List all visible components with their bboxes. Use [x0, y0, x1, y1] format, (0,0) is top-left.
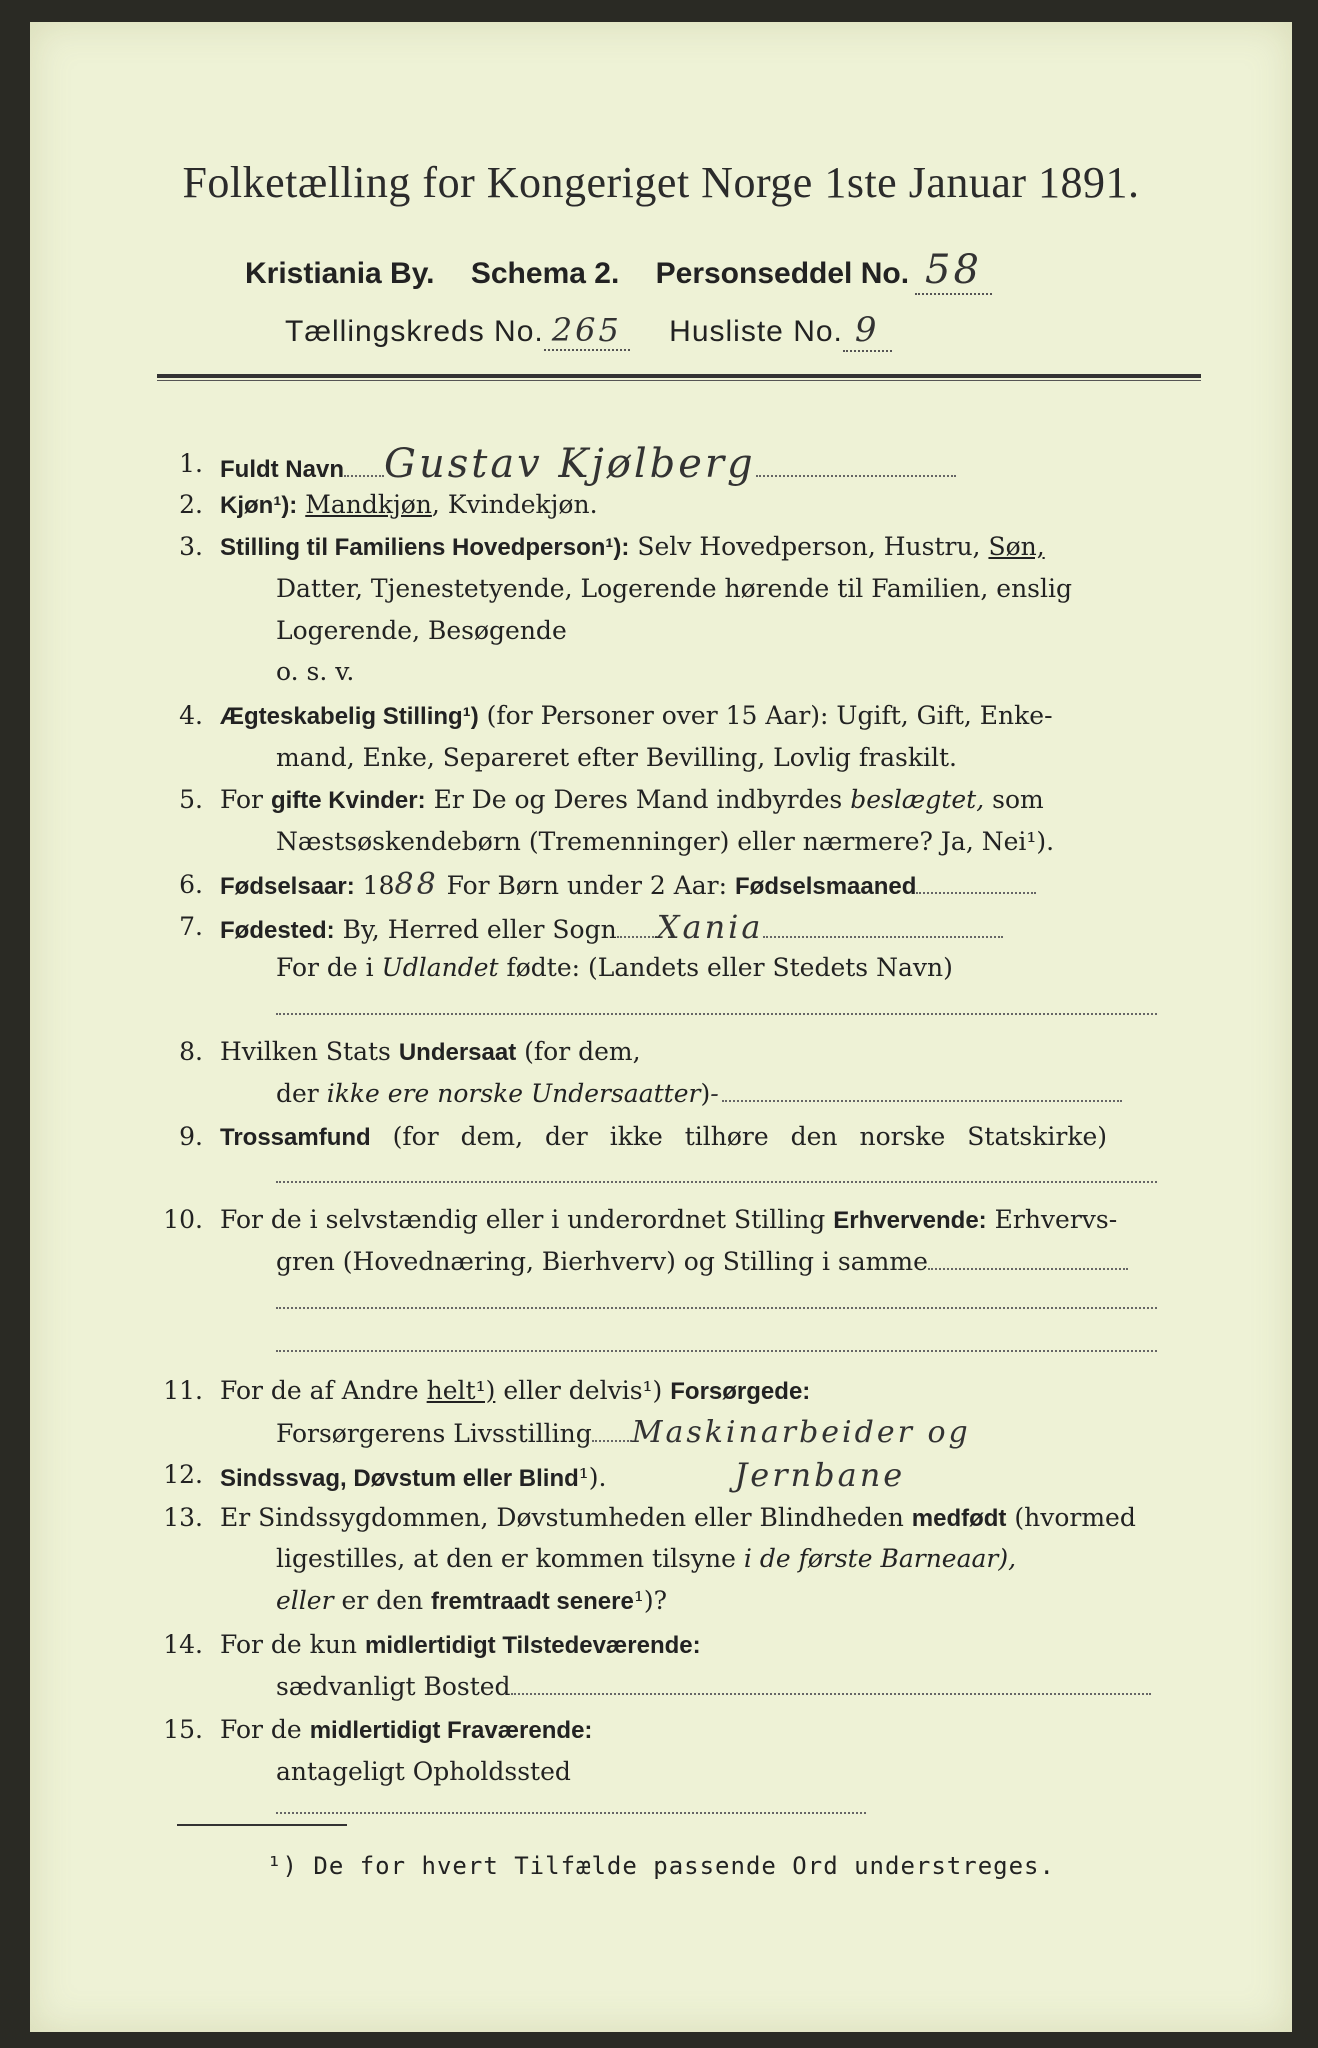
husliste-label: Husliste No. [669, 315, 843, 348]
question-label: Kjøn¹): [220, 492, 298, 519]
question-text: Er Sindssygdommen, Døvstumheden eller Blindheden [220, 1503, 904, 1532]
question-text: Forsørgerens Livsstilling [276, 1419, 592, 1448]
question-label: medfødt [911, 1505, 1007, 1532]
question-label: Ægteskabelig Stilling¹) [220, 703, 479, 730]
question-label: Forsørgede: [670, 1378, 811, 1405]
question-text: For de i [276, 953, 374, 982]
question-text: For de af Andre [220, 1376, 419, 1405]
question-text: For [220, 785, 263, 814]
question-text: (for Personer over 15 Aar): Ugift, Gift, Enke- [486, 701, 1053, 730]
personseddel-label: Personseddel No. [655, 257, 910, 290]
question-text: Erhvervs- [994, 1205, 1118, 1234]
answer-birth-year: 88 [394, 867, 439, 902]
question-number: 11. [163, 1376, 203, 1405]
question-text: som [992, 785, 1044, 814]
question-text: (hvormed [1014, 1503, 1136, 1532]
question-text: 18 [362, 871, 395, 900]
question-label: Fødselsmaaned [735, 873, 917, 900]
question-number: 6. [179, 870, 203, 899]
question-text: For de kun [220, 1630, 358, 1659]
question-label: Undersaat [398, 1039, 517, 1066]
question-label: midlertidigt Fraværende: [309, 1717, 593, 1744]
question-text: o. s. v. [276, 657, 355, 686]
question-text: ikke ere norske Undersaatter [326, 1079, 701, 1108]
question-text: i de første Barneaar), [743, 1544, 1017, 1573]
question-text: Udlandet [381, 953, 499, 982]
kreds-number: 265 [544, 311, 630, 351]
selected-option: helt¹) [426, 1376, 496, 1405]
question-text: ligestilles, at den er kommen tilsyne [276, 1544, 736, 1573]
question-label: Sindssvag, Døvstum eller Blind [220, 1465, 579, 1492]
question-number: 9. [179, 1122, 203, 1151]
city-label: Kristiania By. [245, 257, 435, 290]
question-number: 10. [163, 1205, 203, 1234]
selected-option: Søn, [988, 532, 1045, 561]
question-text: eller delvis¹) [503, 1376, 663, 1405]
question-number: 13. [163, 1503, 203, 1532]
question-text: Næstsøskendebørn (Tremenninger) eller nærmere? Ja, Nei¹). [276, 827, 1055, 856]
question-label: gifte Kvinder: [270, 787, 426, 814]
answer-provider-occupation: Maskinarbeider og [631, 1415, 971, 1450]
question-number: 8. [179, 1037, 203, 1066]
footnote: ¹) De for hvert Tilfælde passende Ord understreges. [267, 1852, 1055, 1880]
answer-line [276, 1306, 1157, 1309]
question-label: Trossamfund [220, 1124, 371, 1151]
question-label: Fuldt Navn [220, 456, 344, 483]
answer-citizenship: - [710, 1079, 722, 1108]
header-rule [157, 374, 1201, 378]
question-number: 7. [179, 912, 203, 941]
question-text: Hvilken Stats [220, 1037, 391, 1066]
question-text: sædvanligt Bosted [276, 1672, 511, 1701]
question-text: ¹). [578, 1463, 607, 1492]
question-text: ) [700, 1079, 711, 1108]
question-text: For Børn under 2 Aar: [446, 871, 728, 900]
question-label: Erhvervende: [833, 1207, 987, 1234]
husliste-number: 9 [843, 310, 892, 352]
question-number: 12. [163, 1460, 203, 1489]
question-label: Fødselsaar: [220, 873, 355, 900]
question-text: , Kvindekjøn. [431, 490, 598, 519]
header-rule-thin [157, 380, 1201, 381]
answer-line [276, 1180, 1157, 1183]
question-label: Fødested: [220, 917, 335, 944]
question-text: For de [220, 1715, 302, 1744]
question-text: beslægtet, [850, 785, 985, 814]
answer-birthplace: Xania [656, 908, 764, 946]
question-text: Logerende, Besøgende [276, 616, 567, 645]
answer-full-name: Gustav Kjølberg [384, 441, 756, 487]
form-subheader [245, 247, 1020, 295]
question-text: er den [341, 1586, 424, 1615]
question-label: midlertidigt Tilstedeværende: [364, 1632, 701, 1659]
answer-line [276, 1349, 1157, 1352]
question-label: fremtraadt senere [431, 1588, 634, 1615]
selected-option: Mandkjøn [305, 490, 432, 519]
question-number: 5. [179, 785, 203, 814]
question-text: Er De og Deres Mand indbyrdes [433, 785, 843, 814]
question-text: By, Herred eller Sogn [342, 915, 617, 944]
question-text: mand, Enke, Separeret efter Bevilling, Lovlig fraskilt. [276, 743, 957, 772]
question-text: For de i selvstændig eller i underordnet Stilling [220, 1205, 826, 1234]
question-text: der [276, 1079, 319, 1108]
question-number: 14. [163, 1630, 203, 1659]
question-text: ¹)? [633, 1586, 667, 1615]
question-number: 4. [179, 701, 203, 730]
answer-line [276, 1012, 1157, 1015]
question-text: eller [276, 1586, 334, 1615]
question-number: 1. [179, 449, 203, 478]
question-text: (for dem, der ikke tilhøre den norske Statskirke) [392, 1122, 1108, 1151]
kreds-label: Tællingskreds No. [285, 315, 544, 348]
footnote-rule [177, 1824, 347, 1826]
answer-provider-occupation-cont: Jernbane [734, 1456, 906, 1494]
question-text: Datter, Tjenestetyende, Logerende hørende til Familien, enslig [276, 574, 1073, 603]
question-text: Selv Hovedperson, Hustru, [637, 532, 981, 561]
question-text: (for dem, [524, 1037, 641, 1066]
form-title: Folketælling for Kongeriget Norge 1ste Januar 1891. [182, 158, 1140, 207]
question-number: 15. [163, 1715, 203, 1744]
question-text: gren (Hovednæring, Bierhverv) og Stilling i samme [276, 1247, 928, 1276]
personseddel-number: 58 [915, 247, 992, 295]
question-text: fødte: (Landets eller Stedets Navn) [506, 953, 953, 982]
question-number: 3. [179, 532, 203, 561]
question-label: Stilling til Familiens Hovedperson¹): [220, 534, 630, 561]
question-number: 2. [179, 490, 203, 519]
schema-label: Schema 2. [470, 257, 620, 290]
form-subheader-2 [285, 310, 892, 352]
question-text: antageligt Opholdssted [276, 1757, 571, 1786]
census-form [30, 22, 1292, 2032]
